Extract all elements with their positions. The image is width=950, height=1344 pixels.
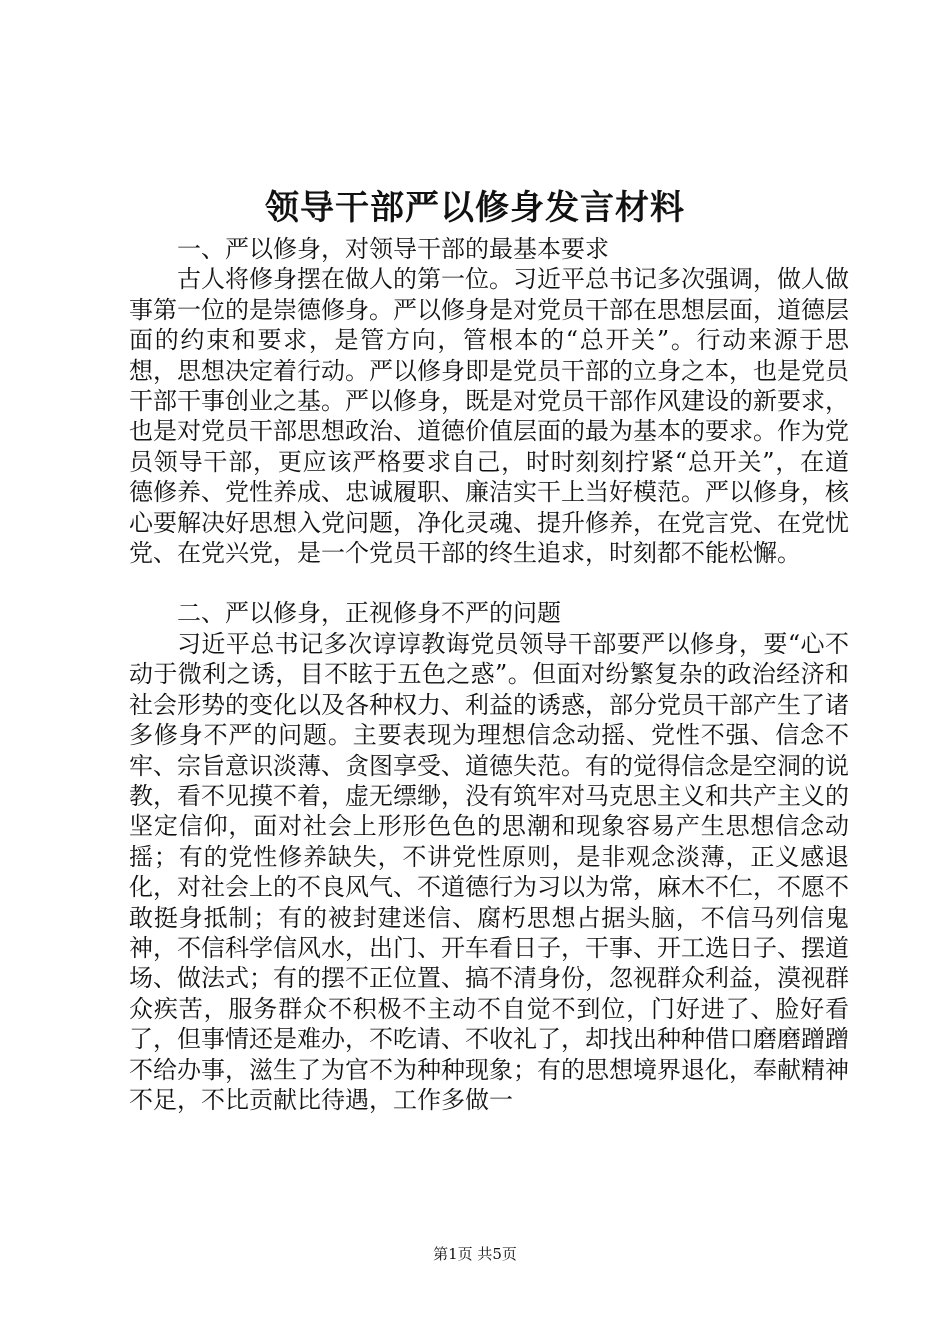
- document-title: 领导干部严以修身发言材料: [265, 188, 685, 228]
- page-footer: 第1页 共5页: [433, 1245, 517, 1263]
- section-paragraph-2: 习近平总书记多次谆谆教诲党员领导干部要严以修身，要“心不动于微利之诱，目不眩于五色之惑”。但面对纷繁复杂的政治经济和社会形势的变化以及各种权力、利益的诱惑，部分党员干部产生了诸多修身不严的问题。主要表现为理想信念动摇、党性不强、信念不牢、宗旨意识淡薄、贪图享受、道德失范。有的觉得信念是空洞的说教，看不见摸不着，虚无缥缈，没有筑牢对马克思主义和共产主义的坚定信仰，面对社会上形形色色的思潮和现象容易产生思想信念动摇；有的党性修养缺失，不讲党性原则，是非观念淡薄，正义感退化，对社会上的不良风气、不道德行为习以为常，麻木不仁，不愿不敢挺身抵制；有的被封建迷信、腐朽思想占据头脑，不信马列信鬼神，不信科学信风水，出门、开车看日子，干事、开工选日子、摆道场、做法式；有的摆不正位置、搞不清身份，忽视群众利益，漠视群众疾苦，服务群众不积极不主动不自觉不到位，门好进了、脸好看了，但事情还是难办，不吃请、不收礼了，却找出种种借口磨磨蹭蹭不给办事，滋生了为官不为种种现象；有的思想境界退化，奉献精神不足，不比贡献比待遇，工作多做一: [129, 629, 849, 1114]
- section-heading-1: 一、严以修身，对领导干部的最基本要求: [177, 235, 609, 263]
- section-paragraph-1: 古人将修身摆在做人的第一位。习近平总书记多次强调，做人做事第一位的是崇德修身。严以修身是对党员干部在思想层面，道德层面的约束和要求，是管方向，管根本的“总开关”。行动来源于思想，思想决定着行动。严以修身即是党员干部的立身之本，也是党员干部干事创业之基。严以修身，既是对党员干部作风建设的新要求，也是对党员干部思想政治、道德价值层面的最为基本的要求。作为党员领导干部，更应该严格要求自己，时时刻刻拧紧“总开关”，在道德修养、党性养成、忠诚履职、廉洁实干上当好模范。严以修身，核心要解决好思想入党问题，净化灵魂、提升修养，在党言党、在党忧党、在党兴党，是一个党员干部的终生追求，时刻都不能松懈。: [129, 265, 849, 568]
- section-gap: [129, 568, 849, 598]
- document-body: [129, 234, 849, 1115]
- section-heading-2: 二、严以修身，正视修身不严的问题: [177, 599, 561, 628]
